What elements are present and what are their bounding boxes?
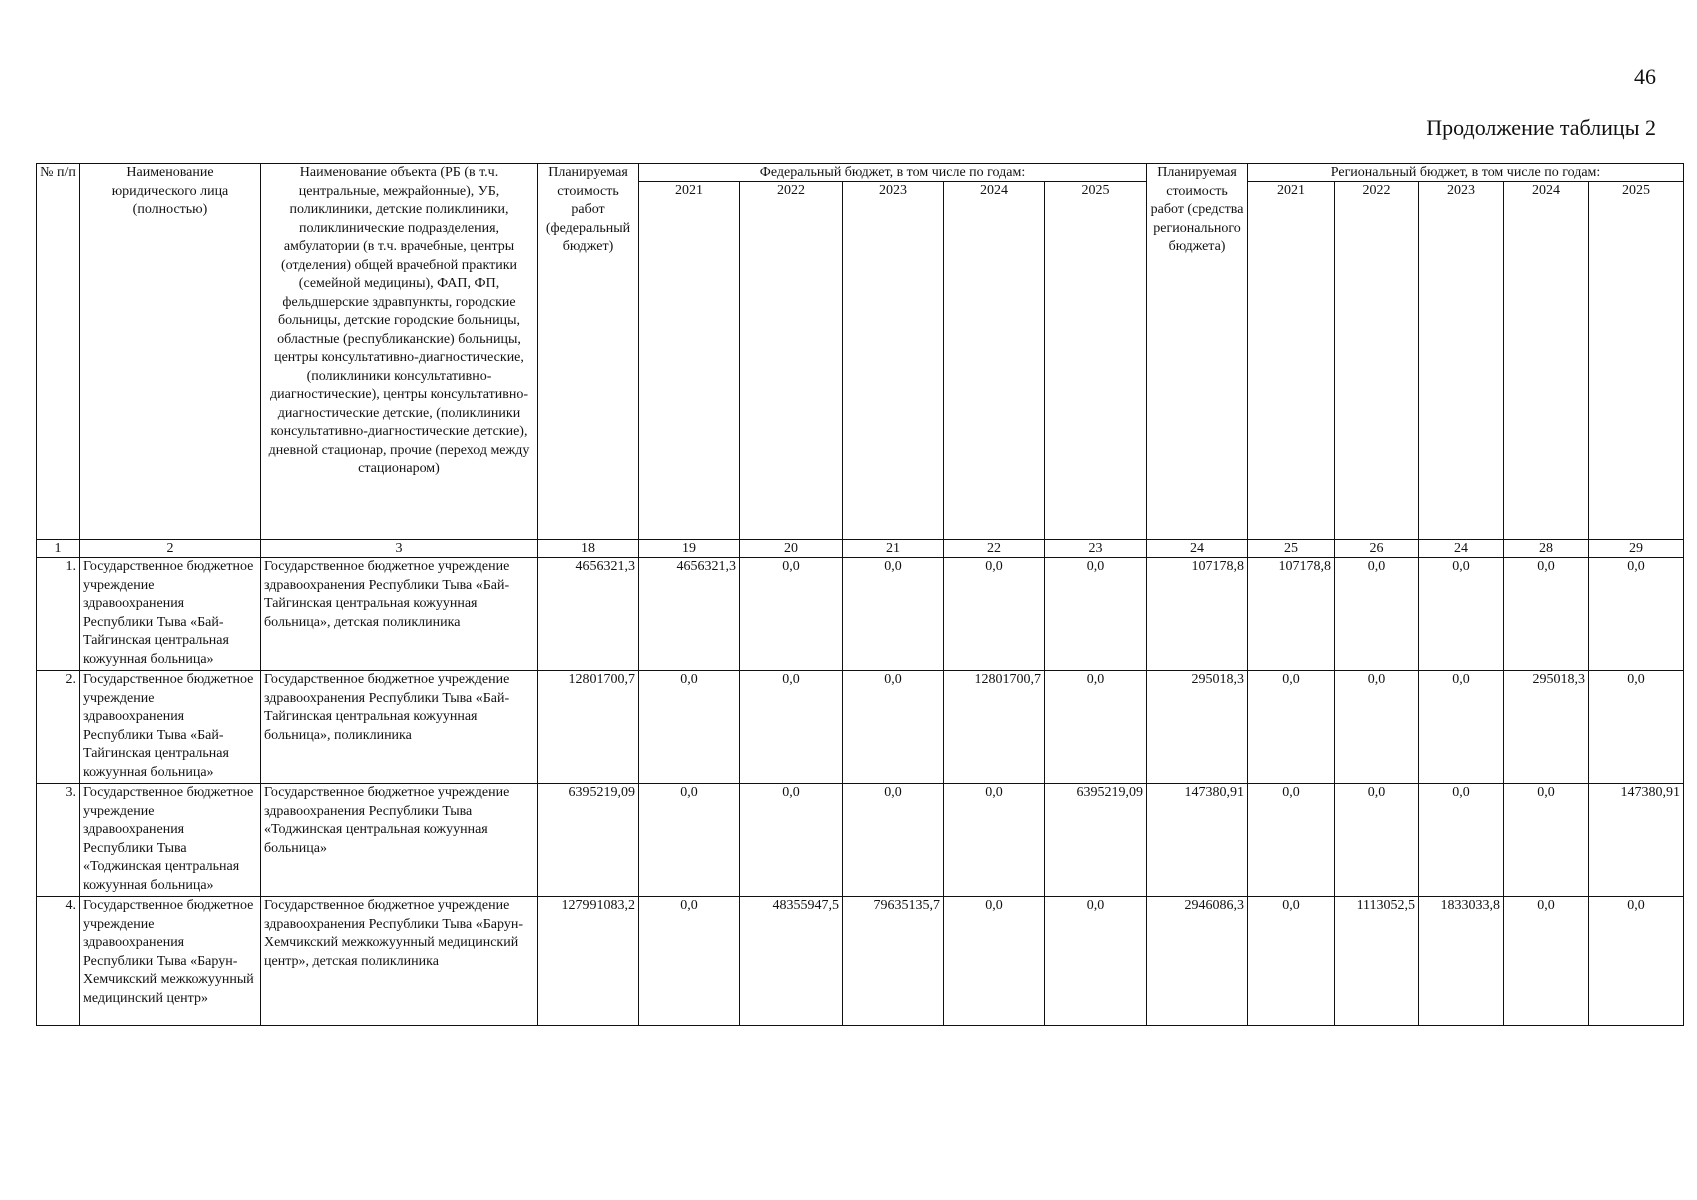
header-reg-year: 2024 [1504,182,1589,540]
row-reg-2021: 107178,8 [1248,558,1335,671]
row-fed-2025: 0,0 [1045,558,1147,671]
row-reg-2021: 0,0 [1248,897,1335,1026]
row-reg-2025: 147380,91 [1589,784,1684,897]
column-number: 19 [639,540,740,558]
table-caption: Продолжение таблицы 2 [1426,115,1656,140]
row-reg-2025: 0,0 [1589,558,1684,671]
row-reg-2022: 0,0 [1335,671,1419,784]
row-fed-2024: 0,0 [944,558,1045,671]
row-fed-2023: 0,0 [843,671,944,784]
budget-table [36,163,1684,1026]
column-number-row [37,540,1684,558]
row-fed-plan: 12801700,7 [538,671,639,784]
row-reg-2023: 0,0 [1419,558,1504,671]
header-fed-group: Федеральный бюджет, в том числе по годам: [639,164,1147,182]
row-fed-2021: 0,0 [639,784,740,897]
row-reg-2022: 0,0 [1335,784,1419,897]
row-fed-2023: 79635135,7 [843,897,944,1026]
row-fed-2022: 0,0 [740,558,843,671]
row-fed-2023: 0,0 [843,784,944,897]
row-reg-2022: 1113052,5 [1335,897,1419,1026]
row-object-name: Государственное бюджетное учреждение здравоохранения Республики Тыва «Бай-Тайгинская центральная кожуунная больница», детская поликлиника [261,558,538,671]
row-object-name: Государственное бюджетное учреждение здравоохранения Республики Тыва «Бай-Тайгинская центральная кожуунная больница», поликлиника [261,671,538,784]
column-number: 1 [37,540,80,558]
header-fed-year: 2025 [1045,182,1147,540]
row-fed-2022: 0,0 [740,784,843,897]
row-number: 2. [37,671,80,784]
table-row [37,784,1684,897]
column-number: 25 [1248,540,1335,558]
column-number: 24 [1147,540,1248,558]
row-fed-2021: 4656321,3 [639,558,740,671]
header-reg-year: 2022 [1335,182,1419,540]
row-fed-2024: 0,0 [944,784,1045,897]
column-number: 18 [538,540,639,558]
row-object-name: Государственное бюджетное учреждение здравоохранения Республики Тыва «Тоджинская центральная кожуунная больница» [261,784,538,897]
header-reg-plan: Планируемая стоимость работ (средства регионального бюджета) [1147,164,1248,540]
row-fed-2024: 0,0 [944,897,1045,1026]
column-number: 3 [261,540,538,558]
row-reg-2023: 1833033,8 [1419,897,1504,1026]
row-fed-2021: 0,0 [639,671,740,784]
column-number: 23 [1045,540,1147,558]
row-legal-name: Государственное бюджетное учреждение здравоохранения Республики Тыва «Барун-Хемчикский межкожуунный медицинский центр» [80,897,261,1026]
row-legal-name: Государственное бюджетное учреждение здравоохранения Республики Тыва «Бай-Тайгинская центральная кожуунная больница» [80,558,261,671]
row-legal-name: Государственное бюджетное учреждение здравоохранения Республики Тыва «Тоджинская центральная кожуунная больница» [80,784,261,897]
table-row [37,558,1684,671]
header-legal-name: Наименование юридического лица (полностью) [80,164,261,540]
header-row-groups [37,164,1684,182]
header-fed-plan: Планируемая стоимость работ (федеральный бюджет) [538,164,639,540]
row-fed-plan: 4656321,3 [538,558,639,671]
row-number: 1. [37,558,80,671]
header-reg-year: 2021 [1248,182,1335,540]
column-number: 20 [740,540,843,558]
row-fed-2025: 0,0 [1045,671,1147,784]
header-fed-year: 2023 [843,182,944,540]
row-fed-2025: 0,0 [1045,897,1147,1026]
table-row [37,671,1684,784]
row-number: 4. [37,897,80,1026]
table-row [37,897,1684,1026]
row-number: 3. [37,784,80,897]
row-reg-2025: 0,0 [1589,897,1684,1026]
row-reg-2022: 0,0 [1335,558,1419,671]
row-reg-2024: 0,0 [1504,784,1589,897]
row-reg-plan: 295018,3 [1147,671,1248,784]
header-fed-year: 2021 [639,182,740,540]
row-reg-2024: 0,0 [1504,558,1589,671]
row-reg-plan: 147380,91 [1147,784,1248,897]
row-fed-2021: 0,0 [639,897,740,1026]
header-num: № п/п [37,164,80,540]
row-reg-plan: 2946086,3 [1147,897,1248,1026]
row-reg-2023: 0,0 [1419,784,1504,897]
row-fed-2023: 0,0 [843,558,944,671]
row-fed-2024: 12801700,7 [944,671,1045,784]
page-number: 46 [1634,64,1656,89]
row-fed-2025: 6395219,09 [1045,784,1147,897]
header-reg-group: Региональный бюджет, в том числе по годам: [1248,164,1684,182]
row-fed-2022: 0,0 [740,671,843,784]
column-number: 26 [1335,540,1419,558]
header-reg-year: 2023 [1419,182,1504,540]
column-number: 24 [1419,540,1504,558]
row-reg-2021: 0,0 [1248,671,1335,784]
header-fed-year: 2022 [740,182,843,540]
row-legal-name: Государственное бюджетное учреждение здравоохранения Республики Тыва «Бай-Тайгинская центральная кожуунная больница» [80,671,261,784]
column-number: 21 [843,540,944,558]
row-reg-2024: 295018,3 [1504,671,1589,784]
row-reg-plan: 107178,8 [1147,558,1248,671]
row-reg-2023: 0,0 [1419,671,1504,784]
column-number: 22 [944,540,1045,558]
header-reg-year: 2025 [1589,182,1684,540]
header-object-name: Наименование объекта (РБ (в т.ч. центральные, межрайонные), УБ, поликлиники, детские поликлиники, поликлинические подразделения, амбулатории (в т.ч. врачебные, центры (отделения) общей врачебной практики (семейной медицины), ФАП, ФП, фельдшерские здравпункты, городские больницы, детские городские больницы, областные (республиканские) больницы, центры консультативно-диагностические, (поликлиники консультативно-диагностические), центры консультативно-диагностические детские, (поликлиники консультативно-диагностические детские), дневной стационар, прочие (переход между стационаром) [261,164,538,540]
row-fed-2022: 48355947,5 [740,897,843,1026]
column-number: 2 [80,540,261,558]
row-fed-plan: 6395219,09 [538,784,639,897]
column-number: 28 [1504,540,1589,558]
header-fed-year: 2024 [944,182,1045,540]
row-object-name: Государственное бюджетное учреждение здравоохранения Республики Тыва «Барун-Хемчикский межкожуунный медицинский центр», детская поликлиника [261,897,538,1026]
row-fed-plan: 127991083,2 [538,897,639,1026]
row-reg-2024: 0,0 [1504,897,1589,1026]
column-number: 29 [1589,540,1684,558]
row-reg-2021: 0,0 [1248,784,1335,897]
row-reg-2025: 0,0 [1589,671,1684,784]
